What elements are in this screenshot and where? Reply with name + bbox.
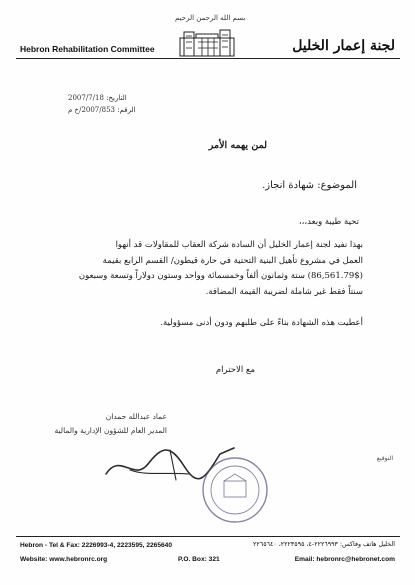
footer-phone-ar: الخليل هاتف وفاكس: ٢٢٢٦٩٩٣-٤، ٢٢٢٣٥٩٥، ٢٢٦٥٦٤٠ bbox=[253, 541, 395, 548]
letter-body-paragraph bbox=[51, 238, 363, 300]
header-divider bbox=[16, 58, 400, 59]
official-seal bbox=[200, 455, 270, 525]
signer-name: عماد عبدالله حمدان bbox=[105, 412, 167, 421]
footer-phone-en: Hebron - Tel & Fax: 2226993-4, 2223595, 2265640 bbox=[20, 542, 172, 549]
footer-po-box: P.O. Box: 321 bbox=[178, 556, 220, 563]
letter-subject: الموضوع: شهادة انجاز. bbox=[262, 180, 357, 191]
signer-title: المدير العام للشؤون الإدارية والمالية bbox=[54, 426, 167, 435]
organization-logo bbox=[178, 26, 236, 58]
closing-regards: مع الاحترام bbox=[215, 365, 255, 375]
organization-name-en: Hebron Rehabilitation Committee bbox=[20, 44, 155, 54]
letter-greeting: تحية طيبة وبعد،،، bbox=[298, 217, 359, 227]
footer-email: Email: hebronrc@hebronet.com bbox=[294, 556, 395, 563]
letter-date: التاريخ: 2007/7/18 bbox=[68, 94, 127, 102]
paragraph-line: (86,561.79$) ستة وثمانون ألفاً وخمسمائة وواحد وستون دولاراً وتسعة وسبعون bbox=[78, 271, 363, 281]
basmala: بسم الله الرحمن الرحيم bbox=[175, 14, 246, 22]
organization-name-ar: لجنة إعمار الخليل bbox=[292, 38, 395, 54]
footer-website: Website: www.hebronrc.org bbox=[20, 556, 108, 563]
issued-note: أعطيت هذه الشهادة بناءً على طلبهم ودون أدنى مسؤولية. bbox=[160, 318, 363, 328]
to-whom-heading: لمن يهمه الأمر bbox=[208, 140, 267, 151]
paragraph-line: العمل في مشروع تأهيل البنية التحتية في حارة قيطون/ القسم الرابع بقيمة bbox=[102, 255, 363, 266]
footer-divider bbox=[16, 536, 400, 537]
paragraph-line: سنتاً فقط غير شاملة لضريبة القيمة المضافة. bbox=[205, 286, 363, 297]
paragraph-line: بهذا نفيد لجنة إعمار الخليل أن السادة شركة العقاب للمقاولات قد أنهوا bbox=[115, 240, 363, 250]
letter-reference: الرقم: 2007/853/خ م bbox=[68, 106, 136, 114]
signature-label: التوقيع bbox=[376, 455, 393, 462]
